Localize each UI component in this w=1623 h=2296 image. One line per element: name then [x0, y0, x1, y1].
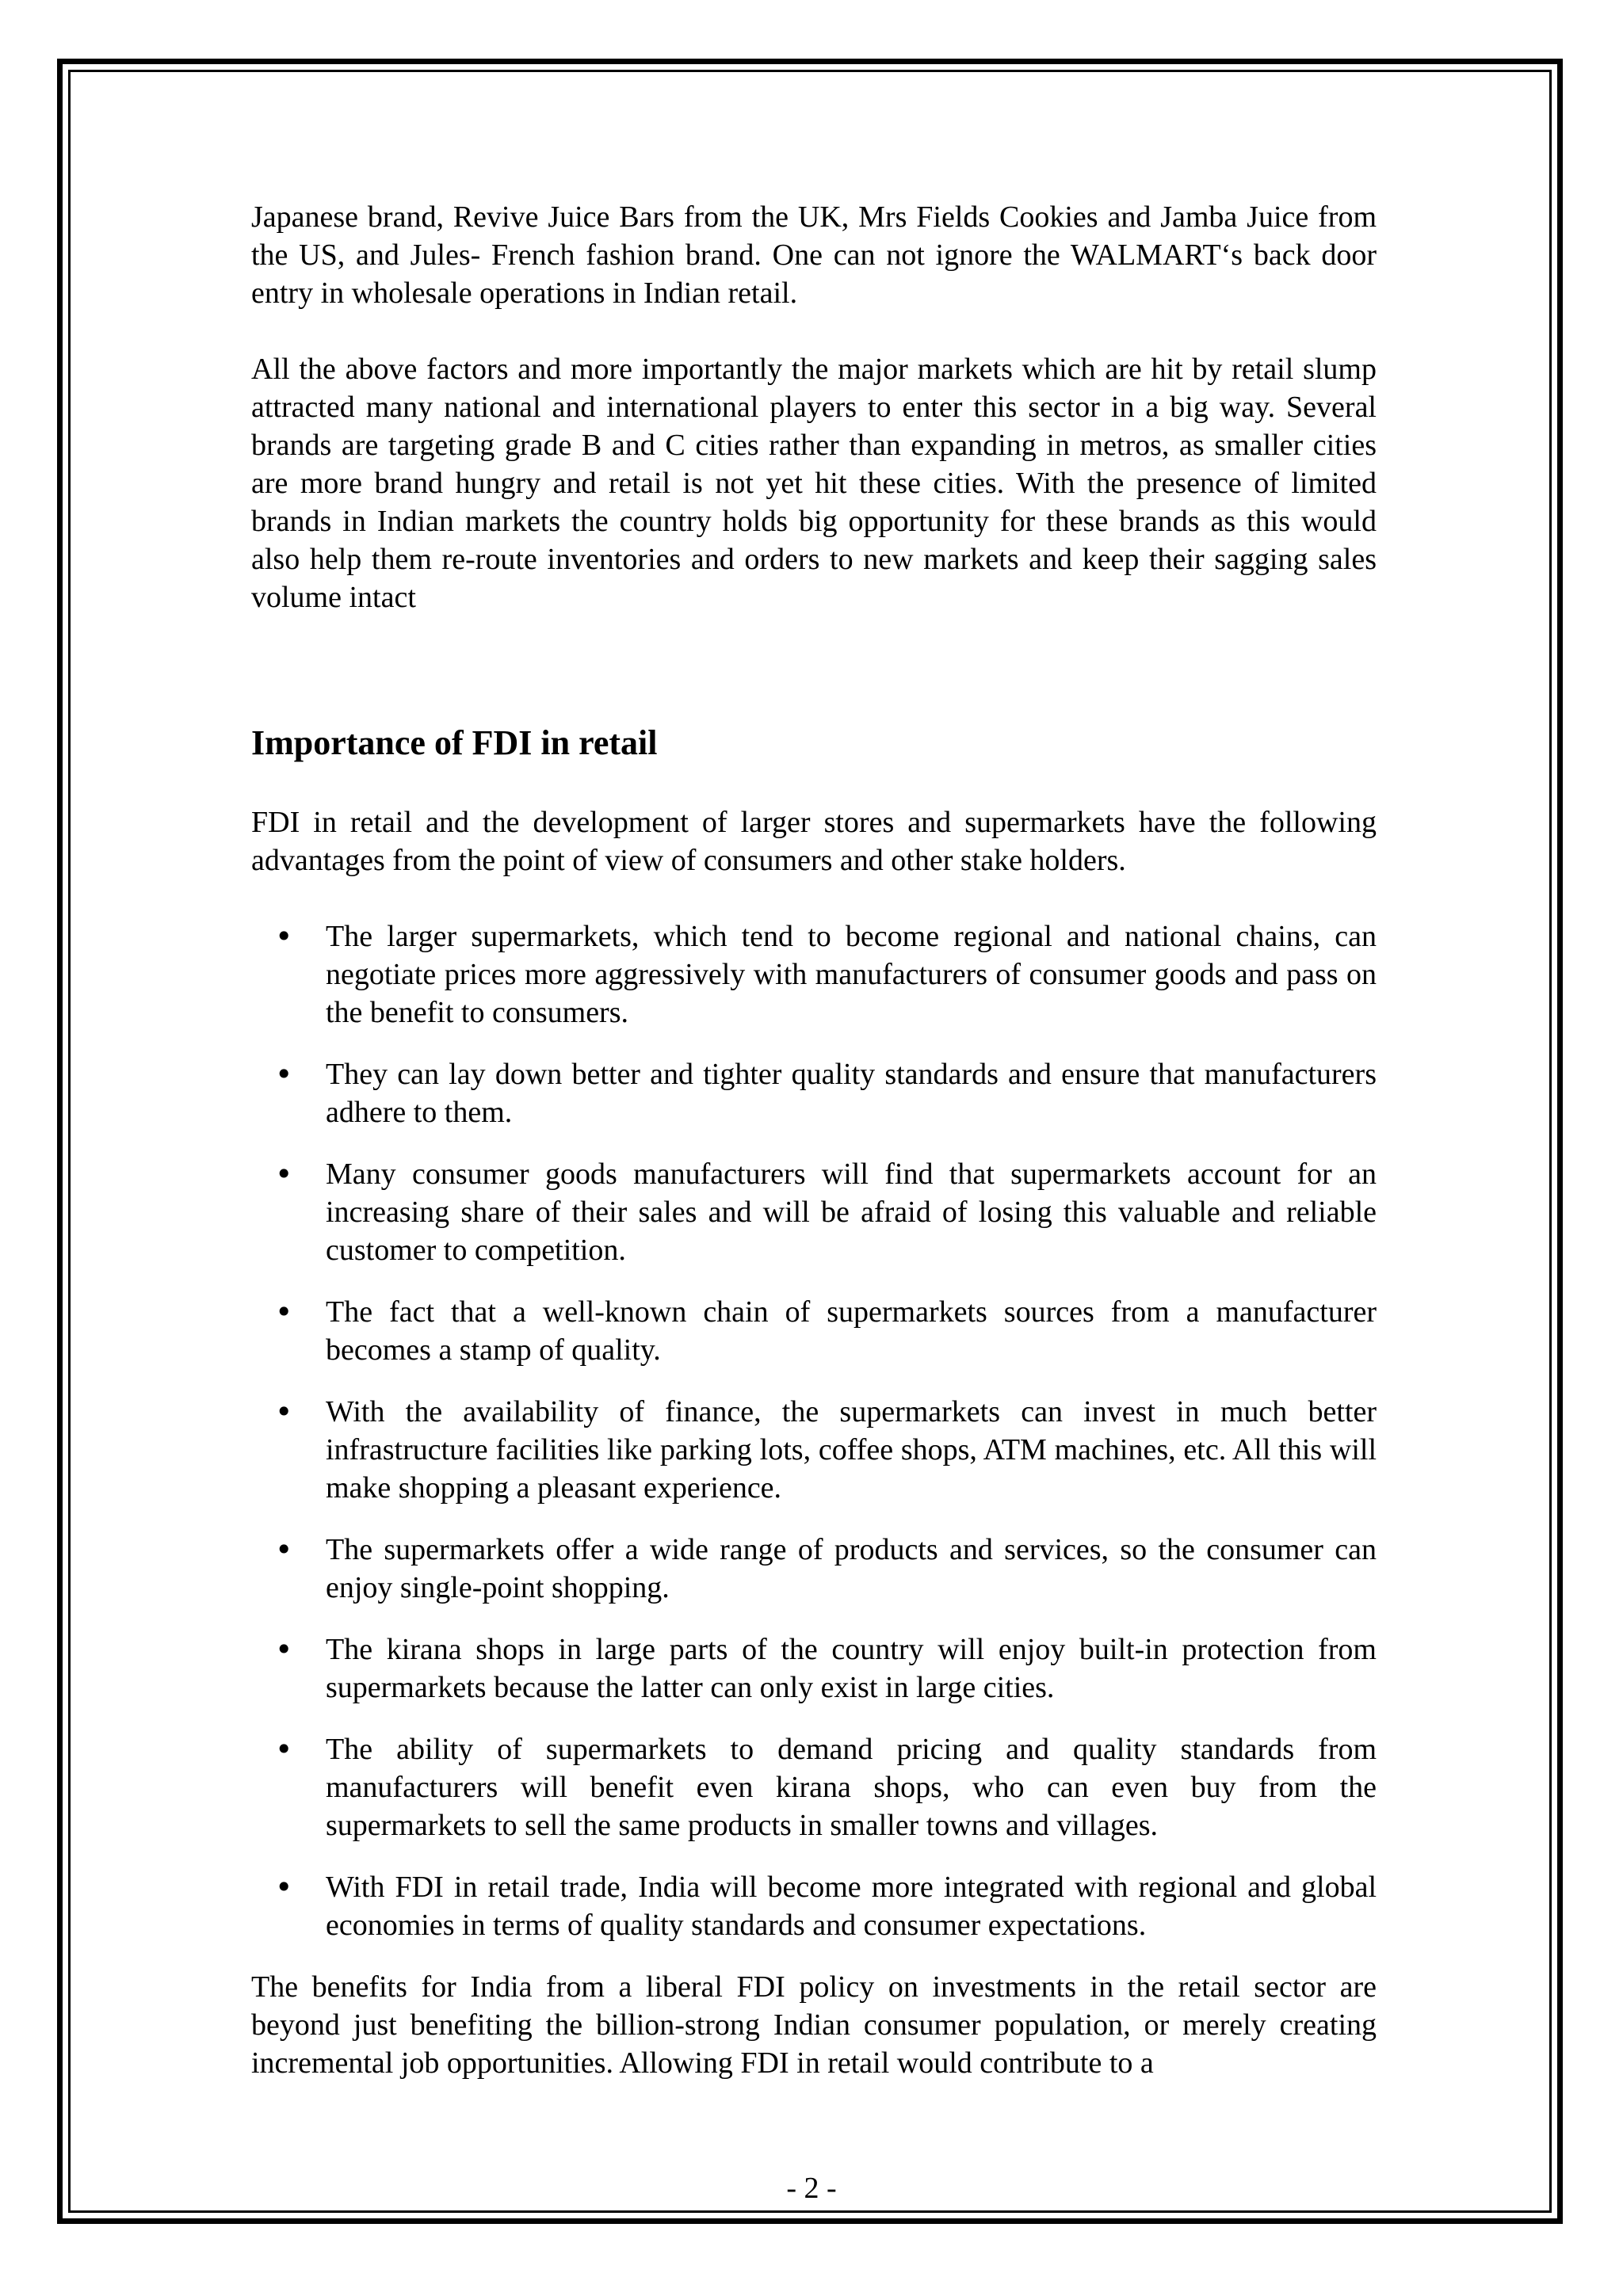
list-item-text: The supermarkets offer a wide range of products and services, so the consumer can enjoy single-point shopping. [326, 1533, 1377, 1604]
list-item-text: The kirana shops in large parts of the country will enjoy built-in protection from supermarkets because the latter can only exist in large cities. [326, 1633, 1377, 1704]
bullet-icon: • [275, 1295, 293, 1329]
list-item-text: The larger supermarkets, which tend to become regional and national chains, can negotiate prices more aggressively with manufacturers of consumer goods and pass on the benefit to consumers. [326, 920, 1377, 1029]
bullet-icon: • [275, 1532, 293, 1567]
document-body [251, 198, 1377, 2082]
list-item [251, 1730, 1377, 1844]
bullet-icon: • [275, 1732, 293, 1767]
bullet-icon: • [275, 919, 293, 954]
list-item-text: The ability of supermarkets to demand pricing and quality standards from manufacturers will benefit even kirana shops, who can even buy from the supermarkets to sell the same products in smaller towns and villages. [326, 1733, 1377, 1842]
bullet-icon: • [275, 1394, 293, 1429]
list-item-text: They can lay down better and tighter quality standards and ensure that manufacturers adhere to them. [326, 1058, 1377, 1129]
list-item [251, 1055, 1377, 1131]
list-item [251, 1868, 1377, 1944]
list-item-text: With the availability of finance, the supermarkets can invest in much better infrastructure facilities like parking lots, coffee shops, ATM machines, etc. All this will make shopping a pleasant experience. [326, 1395, 1377, 1505]
bullet-icon: • [275, 1632, 293, 1667]
advantages-list [251, 917, 1377, 1944]
list-item [251, 917, 1377, 1032]
paragraph-fdi-benefits: The benefits for India from a liberal FDI policy on investments in the retail sector are beyond just benefiting the billion-strong Indian consumer population, or merely creating incremental job opportunities. Allowing FDI in retail would contribute to a [251, 1970, 1377, 2080]
list-item [251, 1393, 1377, 1507]
section-heading: Importance of FDI in retail [251, 723, 658, 762]
bullet-icon: • [275, 1057, 293, 1092]
bullet-icon: • [275, 1870, 293, 1905]
paragraph-fdi-advantages-intro: FDI in retail and the development of larger stores and supermarkets have the following advantages from the point of view of consumers and other stake holders. [251, 806, 1377, 877]
list-item [251, 1531, 1377, 1607]
bullet-icon: • [275, 1157, 293, 1192]
list-item [251, 1630, 1377, 1707]
page-number: - 2 - [786, 2172, 837, 2205]
list-item [251, 1293, 1377, 1369]
list-item-text: The fact that a well-known chain of supermarkets sources from a manufacturer becomes a stamp of quality. [326, 1295, 1377, 1367]
list-item-text: With FDI in retail trade, India will become more integrated with regional and global economies in terms of quality standards and consumer expectations. [326, 1871, 1377, 1942]
list-item-text: Many consumer goods manufacturers will find that supermarkets account for an increasing share of their sales and will be afraid of losing this valuable and reliable customer to competition. [326, 1158, 1377, 1267]
paragraph-market-factors: All the above factors and more importantly the major markets which are hit by retail slump attracted many national and international players to enter this sector in a big way. Several brands are targeting grade B and C cities rather than expanding in metros, as smaller cities are more brand hungry and retail is not yet hit these cities. With the presence of limited brands in Indian markets the country holds big opportunity for these brands as this would also help them re-route inventories and orders to new markets and keep their sagging sales volume intact [251, 353, 1377, 614]
list-item [251, 1155, 1377, 1269]
paragraph-brands: Japanese brand, Revive Juice Bars from the UK, Mrs Fields Cookies and Jamba Juice from the US, and Jules- French fashion brand. One can not ignore the WALMART‘s back door entry in wholesale operations in Indian retail. [251, 200, 1377, 310]
